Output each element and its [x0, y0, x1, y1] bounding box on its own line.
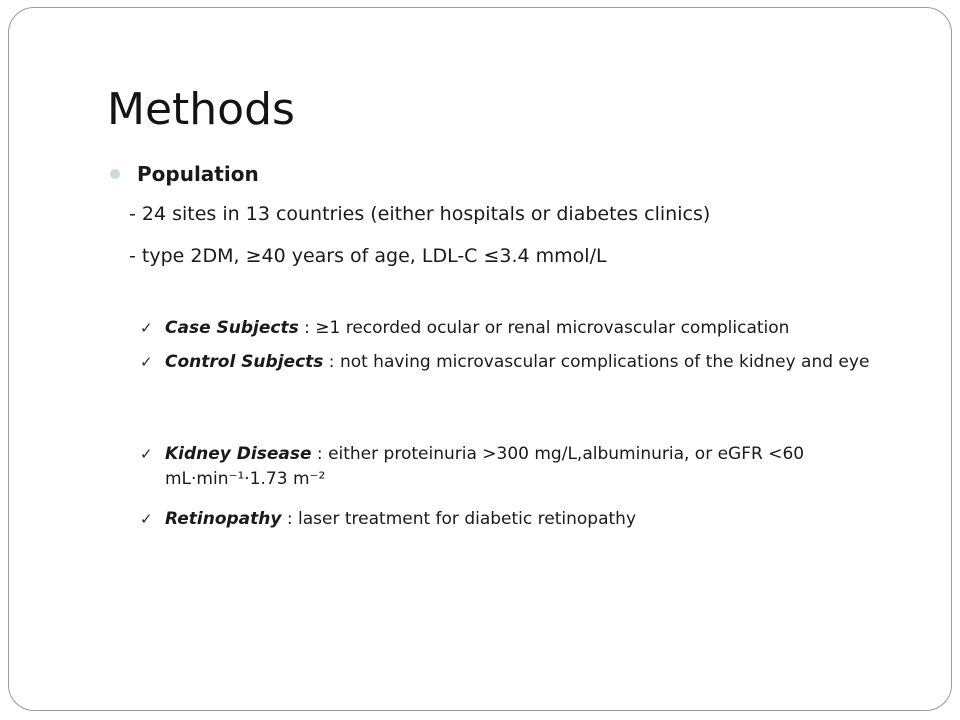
population-bullet	[110, 161, 259, 187]
check-item-control-subjects	[140, 350, 900, 375]
check-separator: :	[298, 318, 316, 338]
check-text	[165, 350, 900, 375]
check-term: Control Subjects	[165, 352, 324, 372]
check-separator: :	[281, 509, 299, 529]
population-heading: Population	[137, 162, 259, 186]
check-separator: :	[311, 444, 329, 464]
check-item-case-subjects	[140, 316, 900, 341]
check-term: Case Subjects	[165, 318, 299, 338]
population-line-criteria: - type 2DM, ≥40 years of age, LDL-C ≤3.4 mmol/L	[129, 245, 607, 267]
bullet-dot-icon	[110, 169, 120, 179]
check-item-retinopathy	[140, 507, 900, 532]
check-text	[165, 442, 900, 492]
check-term: Kidney Disease	[165, 444, 312, 464]
check-description: laser treatment for diabetic retinopathy	[298, 509, 636, 529]
check-description: not having microvascular complications of the kidney and eye	[339, 352, 870, 372]
check-term: Retinopathy	[165, 509, 282, 529]
checkmark-icon: ✓	[140, 510, 153, 528]
checkmark-icon: ✓	[140, 445, 153, 463]
check-separator: :	[323, 352, 340, 372]
check-description: either proteinuria >300 mg/L,albuminuria, or eGFR <60 mL·min⁻¹·1.73 m⁻²	[165, 444, 805, 489]
checkmark-icon: ✓	[140, 319, 153, 337]
check-item-kidney-disease	[140, 442, 900, 492]
check-text	[165, 507, 900, 532]
checkmark-icon: ✓	[140, 353, 153, 371]
slide-title: Methods	[107, 84, 295, 135]
check-text	[165, 316, 900, 341]
population-line-sites: - 24 sites in 13 countries (either hospitals or diabetes clinics)	[129, 203, 711, 225]
check-description: ≥1 recorded ocular or renal microvascular complication	[315, 318, 790, 338]
